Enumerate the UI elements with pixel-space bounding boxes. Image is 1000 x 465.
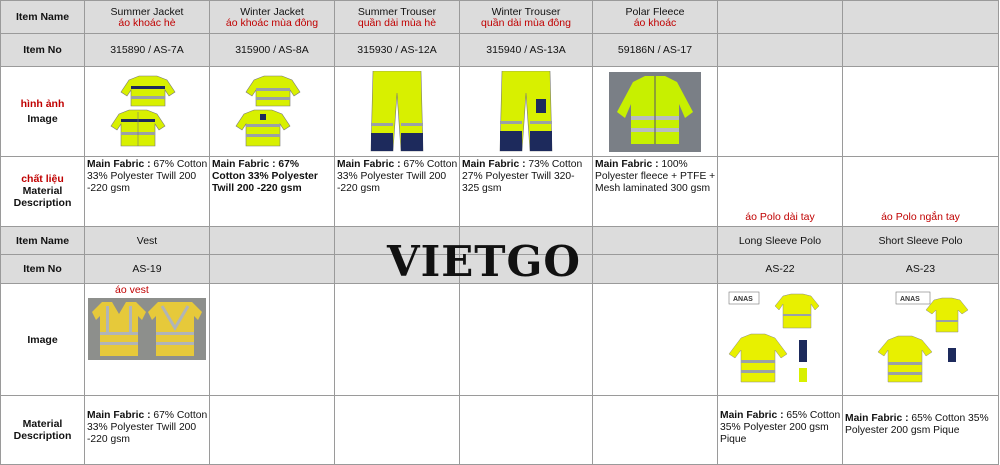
empty-cell <box>843 1 999 34</box>
image-cell <box>593 67 718 157</box>
desc-bold: Main Fabric : <box>87 159 151 170</box>
short-polo-name: Short Sleeve Polo <box>843 227 999 255</box>
item-no-cell: 315940 / AS-13A <box>460 34 593 67</box>
empty-cell <box>335 284 460 396</box>
label-item-name: Item Name <box>1 227 85 255</box>
vest-image-cell <box>85 284 210 396</box>
empty-cell <box>718 1 843 34</box>
label-image: Image <box>27 112 58 125</box>
top-item-name-cell <box>335 1 460 34</box>
long-polo-item-no: AS-22 <box>718 255 843 284</box>
empty-cell <box>335 255 460 284</box>
image-cell <box>335 67 460 157</box>
product-name: Winter Jacket <box>240 5 304 18</box>
product-name: Polar Fleece <box>625 5 685 18</box>
short-polo-image-cell <box>843 284 999 396</box>
product-name-vi: quần dài mùa đông <box>481 16 571 29</box>
desc-bold: Main Fabric : <box>462 159 526 170</box>
empty-cell <box>210 255 335 284</box>
desc-bold: Main Fabric : 67% Cotton 33% Polyester Twill 200 -220 gsm <box>212 159 318 194</box>
vietgo-watermark: VIETGO <box>387 237 581 286</box>
top-item-name-cell <box>593 1 718 34</box>
label-item-no: Item No <box>1 34 85 67</box>
desc-text: 73% Cotton 27% Polyester Twill 320-325 gsm <box>462 159 583 194</box>
long-polo-vi-cell <box>718 157 843 227</box>
label-item-name: Item Name <box>1 1 85 34</box>
desc-text: 67% Cotton 33% Polyester Twill 200 -220 gsm <box>87 410 208 445</box>
item-no-cell: 59186N / AS-17 <box>593 34 718 67</box>
anas-logo-text: ANAS <box>899 295 920 303</box>
empty-cell <box>460 396 593 465</box>
label-material-description: Material Description <box>13 185 72 209</box>
description-cell <box>843 396 999 465</box>
desc-bold: Main Fabric : <box>720 410 784 421</box>
empty-cell <box>843 67 999 157</box>
item-no-cell: 315890 / AS-7A <box>85 34 210 67</box>
summer-jacket-image <box>107 72 187 152</box>
winter-trouser-image <box>496 71 556 153</box>
desc-text: 67% Cotton 33% Polyester Twill 200 -220 gsm <box>337 159 458 194</box>
empty-cell <box>593 255 718 284</box>
label-item-no: Item No <box>1 255 85 284</box>
image-cell <box>85 67 210 157</box>
empty-cell <box>843 34 999 67</box>
short-sleeve-polo-image <box>866 290 976 390</box>
empty-cell <box>335 227 460 255</box>
label-material-cell <box>1 157 85 227</box>
winter-jacket-image <box>232 72 312 152</box>
empty-cell <box>460 284 593 396</box>
label-image-cell <box>1 67 85 157</box>
summer-trouser-image <box>367 71 427 153</box>
desc-bold: Main Fabric : <box>337 159 401 170</box>
empty-cell <box>335 396 460 465</box>
desc-text: 65% Cotton 35% Polyester 200 gsm Pique <box>720 410 841 445</box>
desc-text: 67% Cotton 33% Polyester Twill 200 -220 gsm <box>87 159 208 194</box>
label-material-vi: chất liệu <box>21 173 64 185</box>
long-polo-name: Long Sleeve Polo <box>718 227 843 255</box>
desc-bold: Main Fabric : <box>87 410 151 421</box>
product-name: Winter Trouser <box>491 5 561 18</box>
item-no-cell: 315930 / AS-12A <box>335 34 460 67</box>
top-item-name-cell <box>210 1 335 34</box>
anas-logo-text: ANAS <box>733 295 753 303</box>
vest-name-vi: áo vest <box>115 284 149 296</box>
product-name-vi: quần dài mùa hè <box>357 16 437 29</box>
desc-bold: Main Fabric : <box>845 413 909 424</box>
top-item-name-cell <box>460 1 593 34</box>
description-cell <box>85 396 210 465</box>
empty-cell <box>718 67 843 157</box>
empty-cell <box>718 34 843 67</box>
image-cell <box>210 67 335 157</box>
empty-cell <box>460 255 593 284</box>
empty-cell <box>593 396 718 465</box>
empty-cell <box>210 284 335 396</box>
desc-bold: Main Fabric : <box>595 159 659 170</box>
vest-item-no: AS-19 <box>85 255 210 284</box>
description-cell <box>210 157 335 227</box>
empty-cell <box>593 284 718 396</box>
label-image-vi: hình ảnh <box>20 97 65 110</box>
empty-cell <box>210 227 335 255</box>
long-sleeve-polo-image <box>725 290 835 390</box>
label-image: Image <box>1 284 85 396</box>
long-polo-image-cell <box>718 284 843 396</box>
empty-cell <box>460 227 593 255</box>
top-item-name-cell <box>85 1 210 34</box>
vest-name: Vest <box>85 227 210 255</box>
description-cell <box>460 157 593 227</box>
product-name-vi: áo khoác hè <box>118 16 176 29</box>
vest-image <box>88 298 206 360</box>
description-cell <box>85 157 210 227</box>
short-polo-vi-cell <box>843 157 999 227</box>
description-cell <box>593 157 718 227</box>
long-polo-name-vi: áo Polo dài tay <box>745 211 815 223</box>
product-name: Summer Trouser <box>357 5 437 18</box>
empty-cell <box>210 396 335 465</box>
product-name-vi: áo khoác <box>633 16 677 29</box>
item-no-cell: 315900 / AS-8A <box>210 34 335 67</box>
label-material-description: Material Description <box>1 396 85 465</box>
product-name-vi: áo khoác mùa đông <box>225 16 319 29</box>
short-polo-item-no: AS-23 <box>843 255 999 284</box>
product-name: Summer Jacket <box>110 5 184 18</box>
description-cell <box>335 157 460 227</box>
desc-text: 65% Cotton 35% Polyester 200 gsm Pique <box>845 413 989 436</box>
polar-fleece-image <box>609 72 701 152</box>
description-cell <box>718 396 843 465</box>
empty-cell <box>593 227 718 255</box>
desc-text: 100% Polyester fleece + PTFE + Mesh laminated 300 gsm <box>595 159 716 194</box>
image-cell <box>460 67 593 157</box>
short-polo-name-vi: áo Polo ngắn tay <box>881 211 960 223</box>
